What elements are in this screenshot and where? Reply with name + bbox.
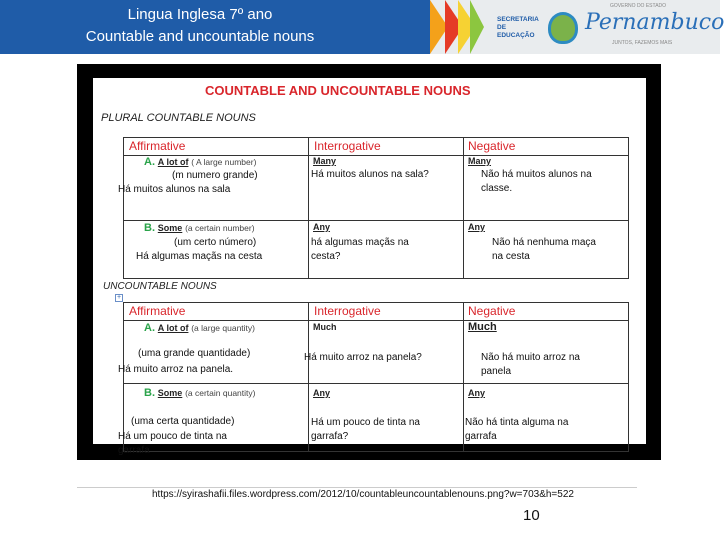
row-b-negative: Não há nenhuma maça na cesta: [492, 237, 596, 262]
row-b-example: Há algumas maçãs na cesta: [136, 251, 263, 262]
logo-top: GOVERNO DO ESTADO: [610, 3, 667, 9]
row-a-rule: A. A lot of ( A large number): [144, 156, 257, 168]
col-negative: Negative: [468, 139, 516, 153]
countable-table: [118, 137, 629, 279]
row-b-q-keyword: Any: [313, 222, 331, 232]
row-a-negative: Não há muitos alunos na classe.: [481, 169, 592, 194]
row-a-q-keyword: Many: [313, 156, 337, 166]
table-move-handle-icon[interactable]: +: [116, 294, 122, 301]
slide-title: Lingua Inglesa 7º ano: [127, 6, 273, 23]
row-b-translation: (um certo número): [174, 237, 257, 248]
row-a-question: Há muitos alunos na sala?: [311, 169, 429, 180]
secretaria-label: SECRETARIA DE EDUCAÇÃO: [497, 16, 539, 39]
chevron-green: [470, 0, 484, 54]
row-a-question: Há muito arroz na panela?: [304, 352, 422, 363]
grammar-image: [93, 78, 646, 456]
doc-title: COUNTABLE AND UNCOUNTABLE NOUNS: [205, 83, 471, 98]
row-b-n-keyword: Any: [468, 222, 486, 232]
col-affirmative: Affirmative: [129, 304, 186, 318]
row-a-negative: Não há muito arroz na panela: [481, 352, 580, 377]
row-a-q-keyword: Much: [313, 322, 337, 332]
source-link[interactable]: https://syirashafii.files.wordpress.com/2012/10/countableuncountablenouns.png?w=703&h=522: [152, 489, 574, 500]
row-b-question: Há um pouco de tinta na garrafa?: [311, 417, 420, 442]
row-a-translation: (m numero grande): [172, 170, 258, 181]
row-b-n-keyword: Any: [468, 388, 486, 398]
row-a-n-keyword: Much: [468, 321, 497, 333]
row-b-rule: B. Some (a certain number): [144, 222, 255, 234]
slide-subtitle: Countable and uncountable nouns: [85, 28, 315, 45]
row-b-q-keyword: Any: [313, 388, 331, 398]
countable-heading: PLURAL COUNTABLE NOUNS: [101, 112, 256, 124]
row-b-example: Há um pouco de tinta na garrafa: [118, 431, 227, 456]
footer-divider: [77, 487, 637, 488]
row-a-example: Há muito arroz na panela.: [118, 364, 234, 375]
row-b-translation: (uma certa quantidade): [131, 416, 235, 427]
uncountable-table: [118, 302, 629, 456]
col-negative: Negative: [468, 304, 516, 318]
row-a-example: Há muitos alunos na sala: [118, 184, 231, 195]
uncountable-heading: UNCOUNTABLE NOUNS: [103, 281, 217, 292]
row-b-question: há algumas maçãs na cesta?: [311, 237, 409, 262]
row-a-n-keyword: Many: [468, 156, 492, 166]
state-seal-icon: [548, 12, 578, 44]
col-affirmative: Affirmative: [129, 139, 186, 153]
row-b-negative: Não há tinta alguma na garrafa: [465, 417, 569, 442]
header-banner: [0, 0, 724, 54]
row-a-rule: A. A lot of (a large quantity): [144, 322, 256, 334]
row-a-translation: (uma grande quantidade): [138, 348, 251, 359]
col-interrogative: Interrogative: [314, 304, 381, 318]
logo-slogan: JUNTOS, FAZEMOS MAIS: [612, 40, 673, 46]
row-b-rule: B. Some (a certain quantity): [144, 387, 256, 399]
pernambuco-logo: Pernambuco: [585, 10, 724, 35]
col-interrogative: Interrogative: [314, 139, 381, 153]
page-number: 10: [523, 507, 540, 524]
